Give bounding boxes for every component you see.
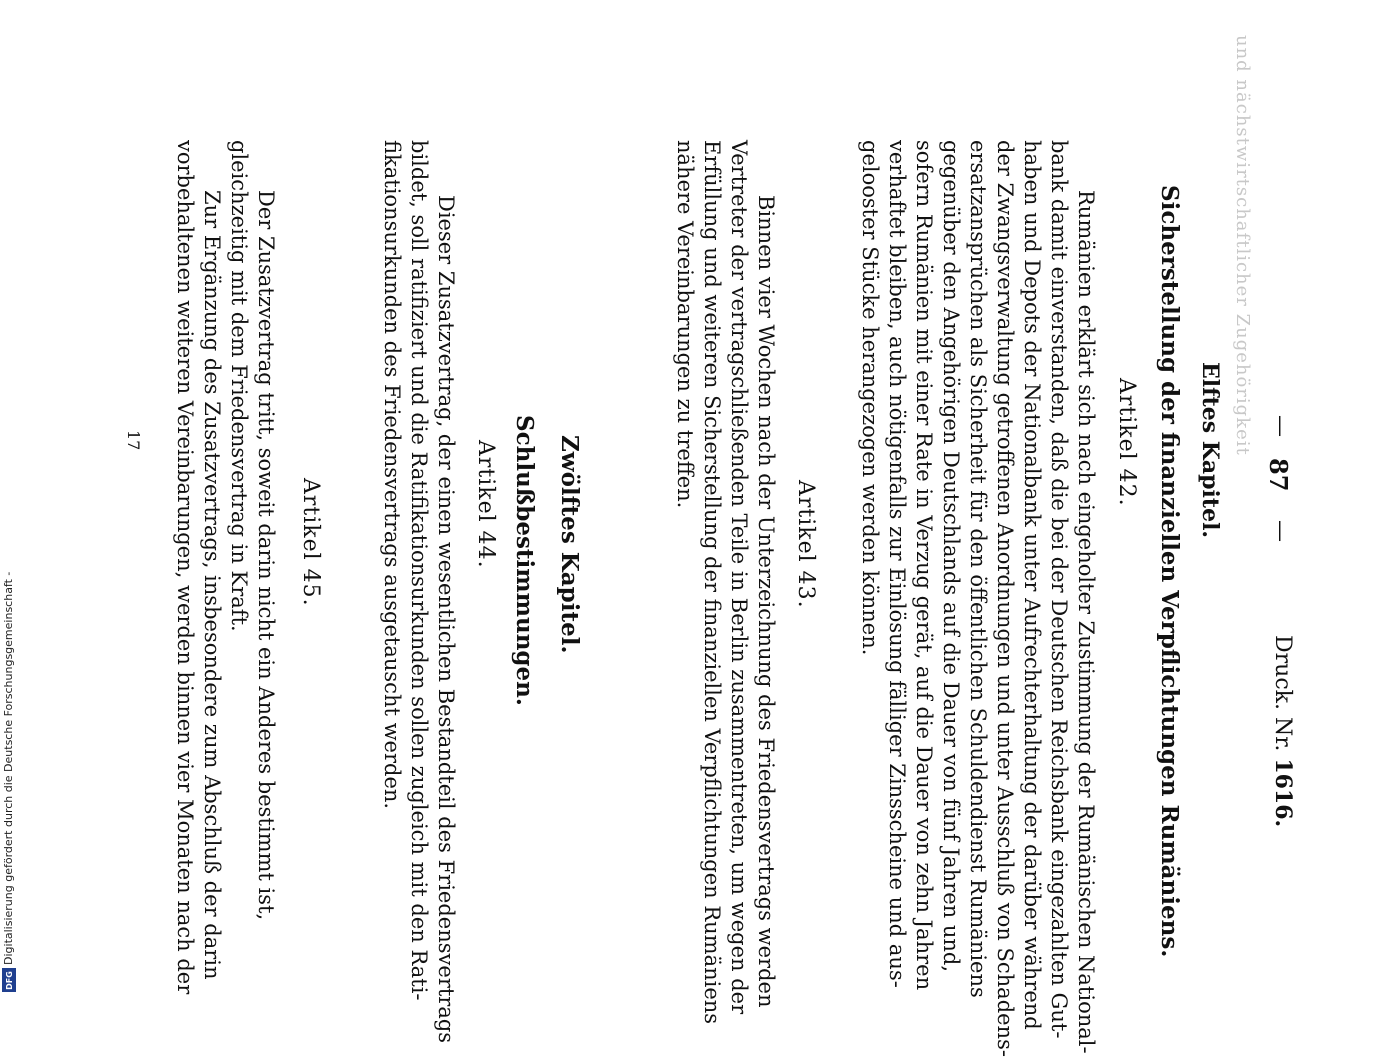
article-44-line-1: Dieser Zusatzvertrag, der einen wesentlichen Bestandteil des Friedensvertrags (434, 195, 458, 1044)
article-42-line-9: gelooster Stücke herangezogen werden können. (858, 140, 882, 656)
article-42-line-2: bank damit einverstanden, daß die bei der Deutschen Reichsbank eingezahlten Gut- (1047, 140, 1071, 1039)
article-42-line-7: sofern Rumänien mit einer Rate in Verzug gerät, auf die Dauer von zehn Jahren (912, 140, 936, 991)
article-42-line-6: gegenüber den Angehörigen Deutschlands auf die Dauer von fünf Jahren und, (939, 140, 963, 973)
article-43-line-1: Binnen vier Wochen nach der Unterzeichnung des Friedensvertrags werden (754, 195, 778, 1008)
article-42-title: Artikel 42. (1114, 378, 1139, 507)
header-dash-left: — (1268, 520, 1293, 542)
dfg-logo-icon: DFG (2, 968, 16, 992)
chapter-12-subtitle: Schlußbestimmungen. (511, 415, 538, 706)
article-45-title: Artikel 45. (298, 478, 323, 607)
article-44-title: Artikel 44. (473, 440, 498, 569)
article-42-line-3: haben und Depots der Nationalbank unter Aufrechterhaltung der darüber während (1020, 140, 1044, 1030)
article-44-line-2: bildet, soll ratifiziert und die Ratifikationsurkunden sollen zugleich mit den Rati- (407, 140, 431, 1001)
article-43-line-2: Vertreter der vertragschließenden Teile in Berlin zusammentreten, um wegen der (727, 140, 751, 1015)
article-42-line-5: ersatzansprüchen als Sicherheit für den öffentlichen Schuldendienst Rumäniens (966, 140, 990, 998)
article-42-line-1: Rumänien erklärt sich nach eingeholter Zustimmung der Rumänischen National- (1074, 190, 1098, 1054)
article-43-line-4: nähere Vereinbarungen zu treffen. (673, 140, 697, 509)
article-45-line-2: gleichzeitig mit dem Friedensvertrag in Kraft. (227, 140, 251, 632)
article-45-line-1: Der Zusatzvertrag tritt, soweit darin nicht ein Anderes bestimmt ist, (254, 190, 278, 921)
druck-number: Druck. Nr. 1616. (1270, 635, 1296, 828)
signature-mark: 17 (124, 430, 143, 451)
article-43-title: Artikel 43. (793, 480, 818, 609)
chapter-11-title: Elftes Kapitel. (1197, 362, 1223, 539)
article-44-line-3: fikationsurkunden des Friedensvertrags ausgetauscht werden. (380, 140, 404, 810)
bleed-through-text: und nächstwirtschaftlicher Zugehörigkeit (1232, 35, 1253, 456)
page-number: 87 (1264, 458, 1293, 492)
chapter-11-subtitle: Sicherstellung der finanziellen Verpflichtungen Rumäniens. (1156, 185, 1183, 958)
article-45-line-3: Zur Ergänzung des Zusatzvertrags, insbesondere zum Abschluß der darin (200, 190, 224, 980)
article-43-line-3: Erfüllung und weiteren Sicherstellung der finanziellen Verpflichtungen Rumäniens (700, 140, 724, 1025)
article-45-line-4: vorbehaltenen weiteren Vereinbarungen, werden binnen vier Monaten nach der (173, 140, 197, 995)
chapter-12-title: Zwölftes Kapitel. (556, 435, 583, 654)
header-dash-right: — (1268, 415, 1293, 437)
article-42-line-8: verhaftet bleiben, auch nötigenfalls zur Einlösung fälliger Zinsscheine und aus- (885, 140, 909, 988)
article-42-line-4: der Zwangsverwaltung getroffenen Anordnungen und unter Ausschluß von Schadens- (993, 140, 1017, 1057)
dfg-footer-text: Digitalisierung gefördert durch die Deutsche Forschungsgemeinschaft - (2, 571, 15, 965)
